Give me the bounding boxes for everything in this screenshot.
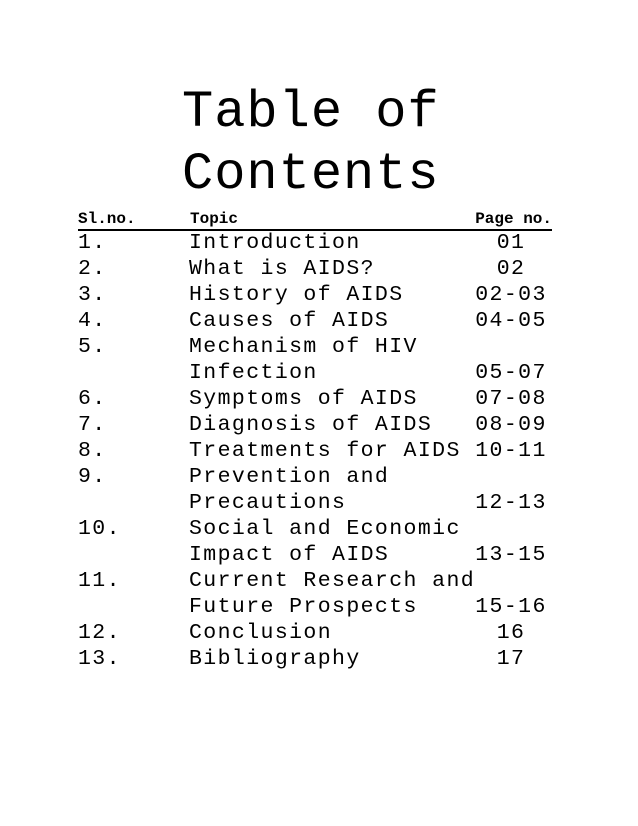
row-topic: Precautions <box>189 491 347 515</box>
row-topic: Conclusion <box>189 621 333 645</box>
row-topic: Current Research and <box>189 569 476 593</box>
header-slno: Sl.no. <box>78 210 136 228</box>
row-number: 8. <box>78 439 107 463</box>
row-number: 13. <box>78 647 121 671</box>
row-number: 11. <box>78 569 121 593</box>
row-topic: Symptoms of AIDS <box>189 387 418 411</box>
row-topic: Treatments for AIDS <box>189 439 461 463</box>
row-number: 5. <box>78 335 107 359</box>
row-topic: Introduction <box>189 231 361 255</box>
row-number: 9. <box>78 465 107 489</box>
row-topic: Diagnosis of AIDS <box>189 413 433 437</box>
row-number: 1. <box>78 231 107 255</box>
row-topic: Infection <box>189 361 318 385</box>
table-row <box>78 360 552 386</box>
table-row <box>78 412 552 438</box>
row-topic: What is AIDS? <box>189 257 375 281</box>
row-number: 3. <box>78 283 107 307</box>
table-row <box>78 308 552 334</box>
row-topic: Social and Economic <box>189 517 461 541</box>
table-row <box>78 490 552 516</box>
row-page: 10-11 <box>475 439 547 463</box>
row-page: 16 <box>496 621 526 645</box>
row-topic: Bibliography <box>189 647 361 671</box>
table-row <box>78 594 552 620</box>
table-row <box>78 334 552 360</box>
row-page: 02 <box>496 257 526 281</box>
row-topic: Mechanism of HIV <box>189 335 418 359</box>
row-page: 08-09 <box>475 413 547 437</box>
row-page: 07-08 <box>475 387 547 411</box>
header-page: Page no. <box>475 210 552 228</box>
row-number: 10. <box>78 517 121 541</box>
header-topic: Topic <box>190 210 239 228</box>
row-page: 15-16 <box>475 595 547 619</box>
table-header <box>78 208 552 231</box>
table-row <box>78 516 552 542</box>
row-topic: Future Prospects <box>189 595 418 619</box>
row-page: 05-07 <box>475 361 547 385</box>
table-row <box>78 646 552 672</box>
table-row <box>78 542 552 568</box>
row-number: 6. <box>78 387 107 411</box>
table-row <box>78 282 552 308</box>
page-title <box>182 82 440 206</box>
row-topic: History of AIDS <box>189 283 404 307</box>
table-row <box>78 256 552 282</box>
toc-list <box>78 230 552 672</box>
row-page: 01 <box>496 231 526 255</box>
row-number: 4. <box>78 309 107 333</box>
row-topic: Impact of AIDS <box>189 543 390 567</box>
row-page: 04-05 <box>475 309 547 333</box>
row-topic: Prevention and <box>189 465 390 489</box>
table-row <box>78 230 552 256</box>
row-number: 2. <box>78 257 107 281</box>
table-row <box>78 464 552 490</box>
table-row <box>78 386 552 412</box>
row-topic: Causes of AIDS <box>189 309 390 333</box>
row-page: 02-03 <box>475 283 547 307</box>
table-row <box>78 568 552 594</box>
row-page: 13-15 <box>475 543 547 567</box>
row-page: 12-13 <box>475 491 547 515</box>
table-row <box>78 620 552 646</box>
row-page: 17 <box>496 647 526 671</box>
title-line-1: Table of <box>182 83 440 142</box>
table-row <box>78 438 552 464</box>
row-number: 7. <box>78 413 107 437</box>
row-number: 12. <box>78 621 121 645</box>
title-line-2: Contents <box>182 145 440 204</box>
